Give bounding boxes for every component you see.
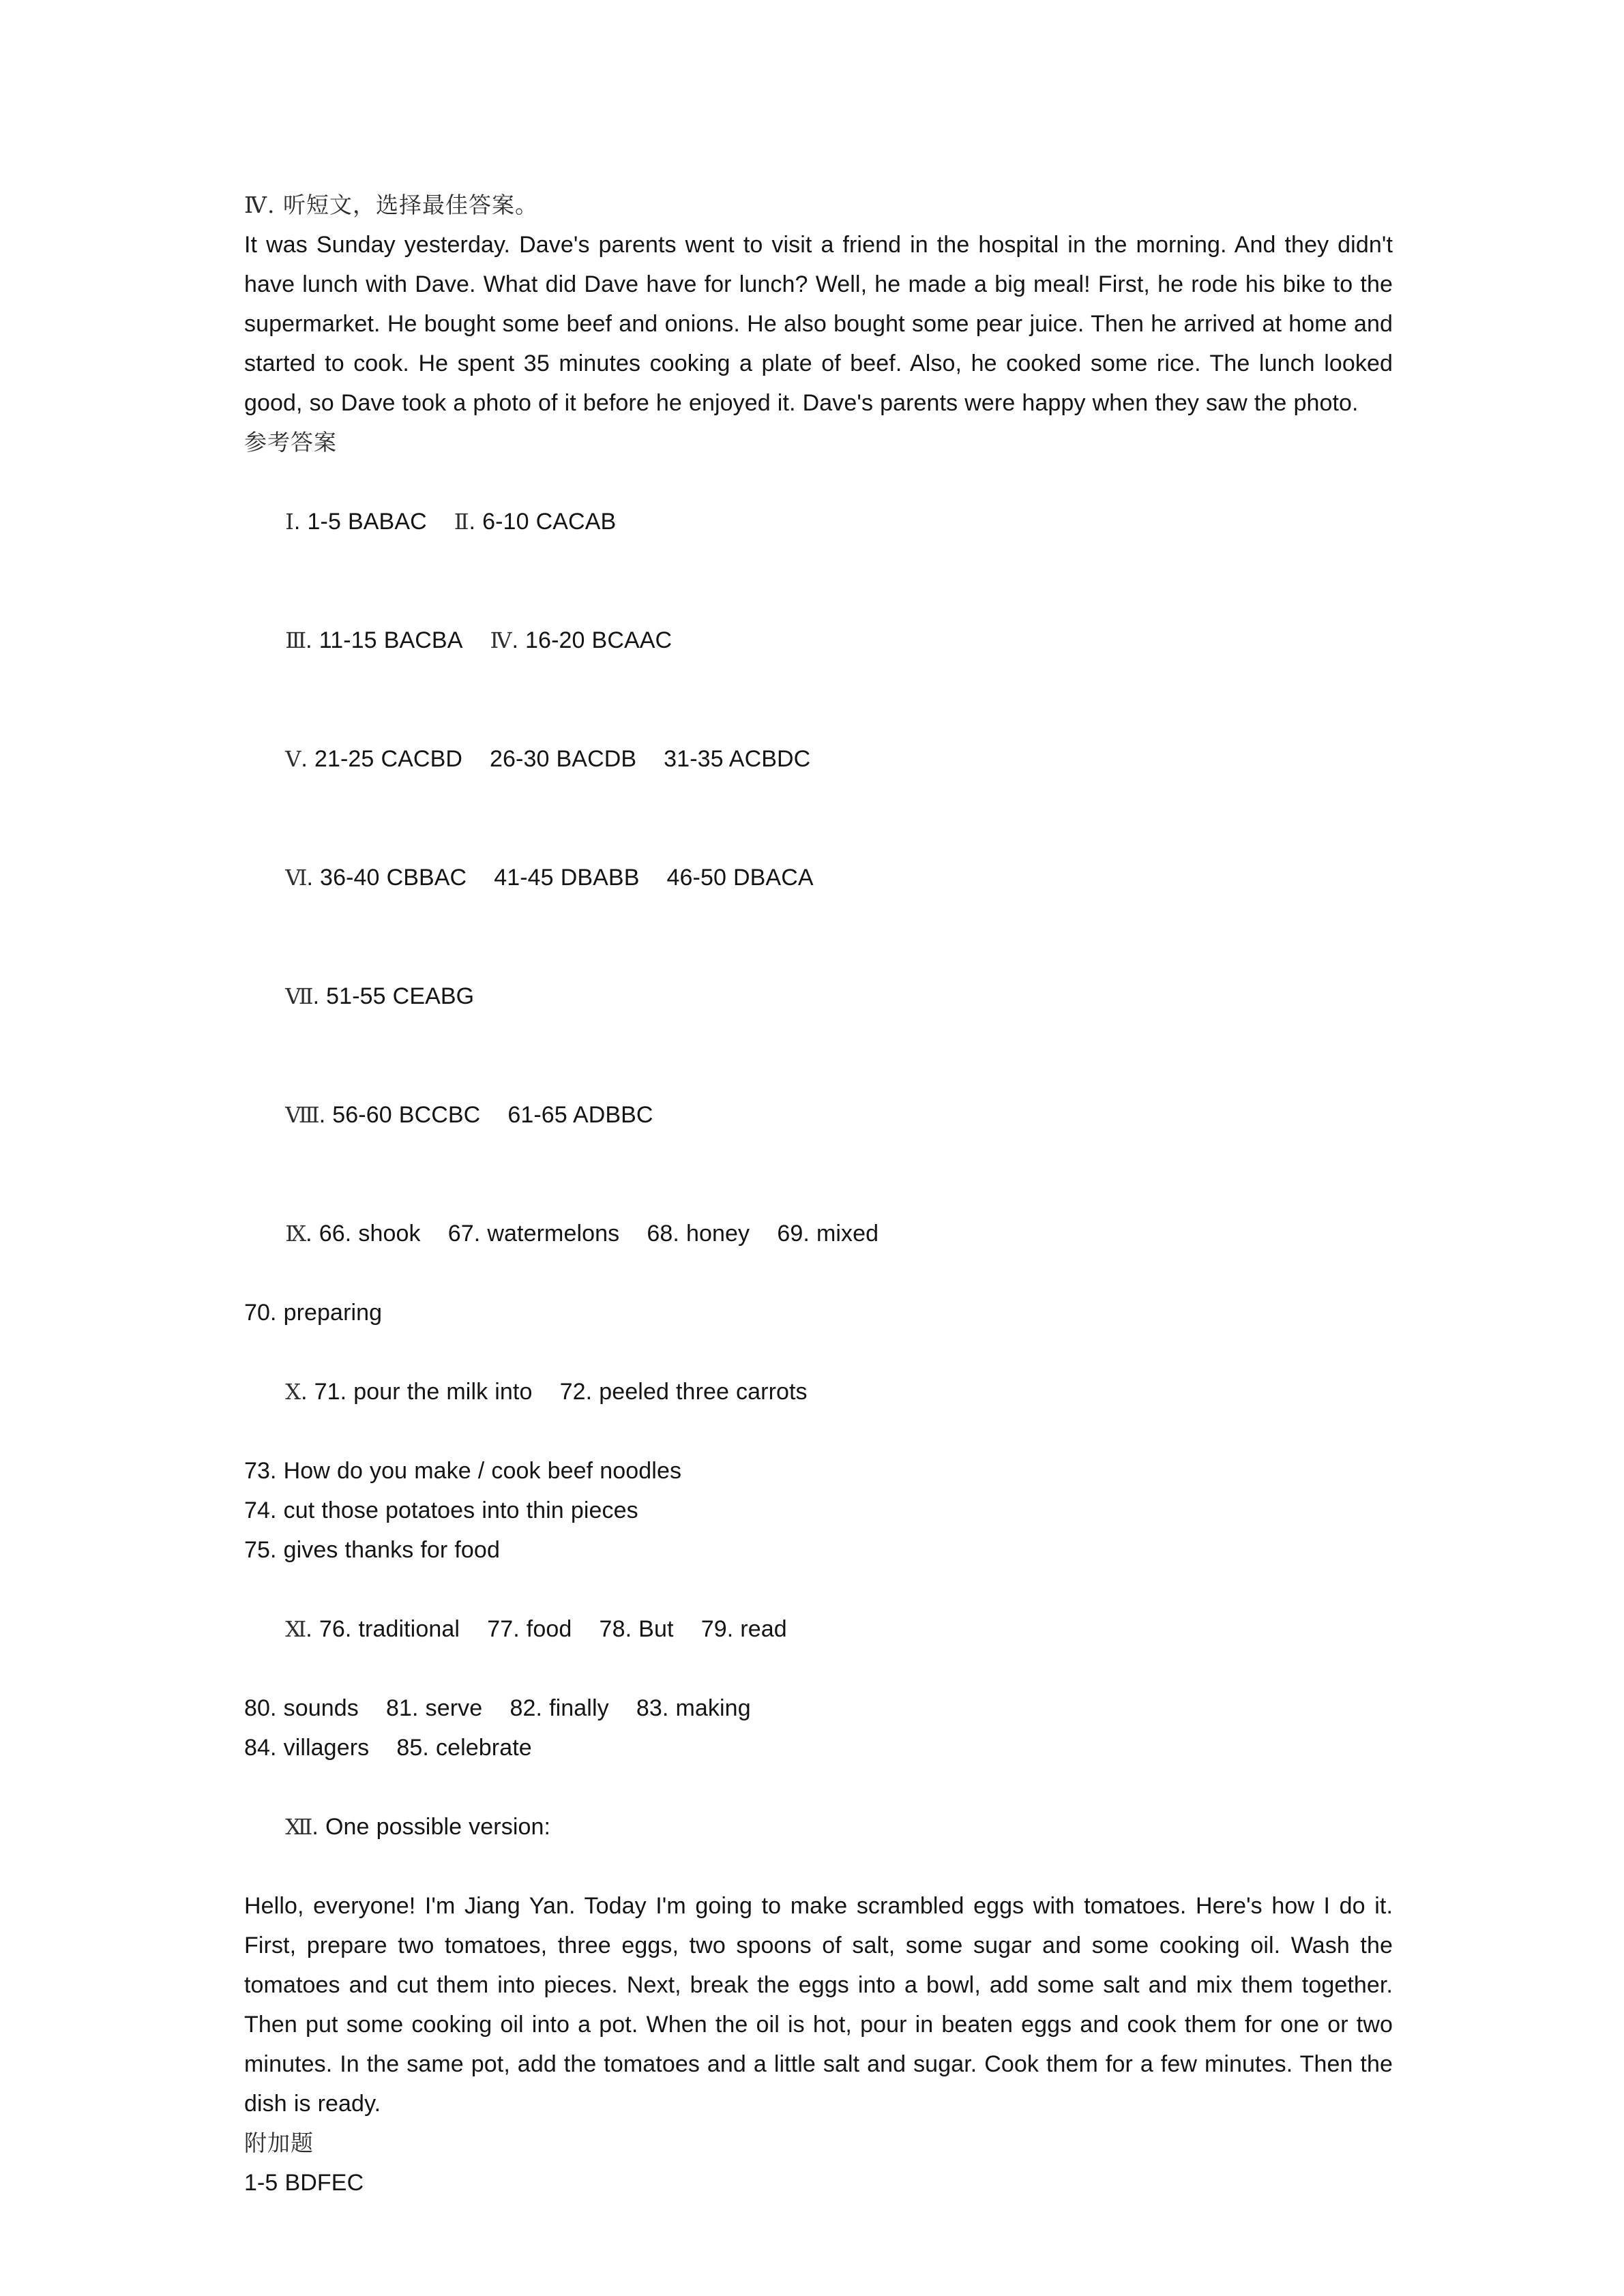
answer-line-4 — [244, 818, 1393, 937]
answer-group-8a: 61-65 ADBBC — [507, 1102, 653, 1128]
answer-line-1 — [244, 462, 1393, 581]
section-ix-answers: . 66. shook 67. watermelons 68. honey 69. mixed — [306, 1221, 879, 1247]
section-xi-line-1 — [244, 1570, 1393, 1688]
answer-key-heading: 参考答案 — [244, 429, 337, 456]
roman-numeral-5: Ⅴ — [285, 746, 301, 772]
roman-numeral-6: Ⅵ — [285, 865, 307, 891]
section-x-line-1 — [244, 1332, 1393, 1451]
section-heading-listening: Ⅳ. 听短文，选择最佳答案。 — [244, 192, 538, 218]
section-x-line-3: 74. cut those potatoes into thin pieces — [244, 1497, 638, 1523]
section-xii-label — [244, 1768, 1393, 1886]
roman-numeral-4: Ⅳ — [490, 627, 512, 653]
answer-line-5 — [244, 937, 1393, 1056]
roman-numeral-11: Ⅺ — [285, 1616, 306, 1642]
roman-numeral-7: Ⅶ — [285, 983, 313, 1009]
roman-numeral-10: Ⅹ — [285, 1379, 301, 1405]
section-ix-line-2: 70. preparing — [244, 1300, 383, 1326]
section-x-line-2: 73. How do you make / cook beef noodles — [244, 1458, 682, 1484]
roman-numeral-3: Ⅲ — [285, 627, 306, 653]
section-x-line-4: 75. gives thanks for food — [244, 1537, 500, 1563]
answer-text-6: . 36-40 CBBAC — [306, 865, 467, 891]
answer-group-5b: 31-35 ACBDC — [664, 746, 811, 772]
document-content — [244, 185, 1393, 2203]
section-xi-line-3: 84. villagers 85. celebrate — [244, 1735, 532, 1761]
bonus-heading: 附加题 — [244, 2130, 314, 2156]
roman-numeral-1: Ⅰ — [285, 509, 294, 535]
section-x-answers: . 71. pour the milk into 72. peeled three carrots — [301, 1379, 808, 1405]
model-composition: Hello, everyone! I'm Jiang Yan. Today I'm going to make scrambled eggs with tomatoes. Here's how I do it. First, prepare two tomatoes, three eggs, two spoons of salt, some sugar and some cooking oil. Wash the tomatoes and cut them into pieces. Next, break the eggs into a bowl, add some salt and mix them together. Then put some cooking oil into a pot. When the oil is hot, pour in beaten eggs and cook them for one or two minutes. In the same pot, add the tomatoes and a little salt and sugar. Cook them for a few minutes. Then the dish is ready. — [244, 1893, 1393, 2117]
section-xi-answers: . 76. traditional 77. food 78. But 79. read — [306, 1616, 787, 1642]
answer-text-2: . 6-10 CACAB — [469, 509, 617, 535]
roman-numeral-9: Ⅸ — [285, 1221, 306, 1247]
bonus-answers: 1-5 BDFEC — [244, 2170, 364, 2196]
answer-group-5a: 26-30 BACDB — [490, 746, 637, 772]
answer-text-7: . 51-55 CEABG — [312, 983, 475, 1009]
roman-numeral-2: Ⅱ — [454, 509, 469, 535]
section-xi-line-2: 80. sounds 81. serve 82. finally 83. making — [244, 1695, 751, 1721]
answer-text-5: . 21-25 CACBD — [301, 746, 463, 772]
answer-text-4: . 16-20 BCAAC — [512, 627, 673, 653]
section-ix-line-1 — [244, 1174, 1393, 1293]
section-xii-label-text: . One possible version: — [312, 1814, 551, 1840]
answer-text-1: . 1-5 BABAC — [293, 509, 427, 535]
answer-group-6b: 46-50 DBACA — [666, 865, 814, 891]
answer-group-6a: 41-45 DBABB — [494, 865, 640, 891]
answer-text-3: . 11-15 BACBA — [306, 627, 463, 653]
answer-line-2 — [244, 581, 1393, 700]
answer-line-3 — [244, 700, 1393, 818]
listening-passage: It was Sunday yesterday. Dave's parents went to visit a friend in the hospital in the morning. And they didn't have lunch with Dave. What did Dave have for lunch? Well, he made a big meal! First, he rode his bike to the supermarket. He bought some beef and onions. He also bought some pear juice. Then he arrived at home and started to cook. He spent 35 minutes cooking a plate of beef. Also, he cooked some rice. The lunch looked good, so Dave took a photo of it before he enjoyed it. Dave's parents were happy when they saw the photo. — [244, 232, 1393, 416]
answer-text-8: . 56-60 BCCBC — [319, 1102, 481, 1128]
answer-line-6 — [244, 1056, 1393, 1174]
roman-numeral-8: Ⅷ — [285, 1102, 319, 1128]
roman-numeral-12: Ⅻ — [285, 1814, 312, 1840]
